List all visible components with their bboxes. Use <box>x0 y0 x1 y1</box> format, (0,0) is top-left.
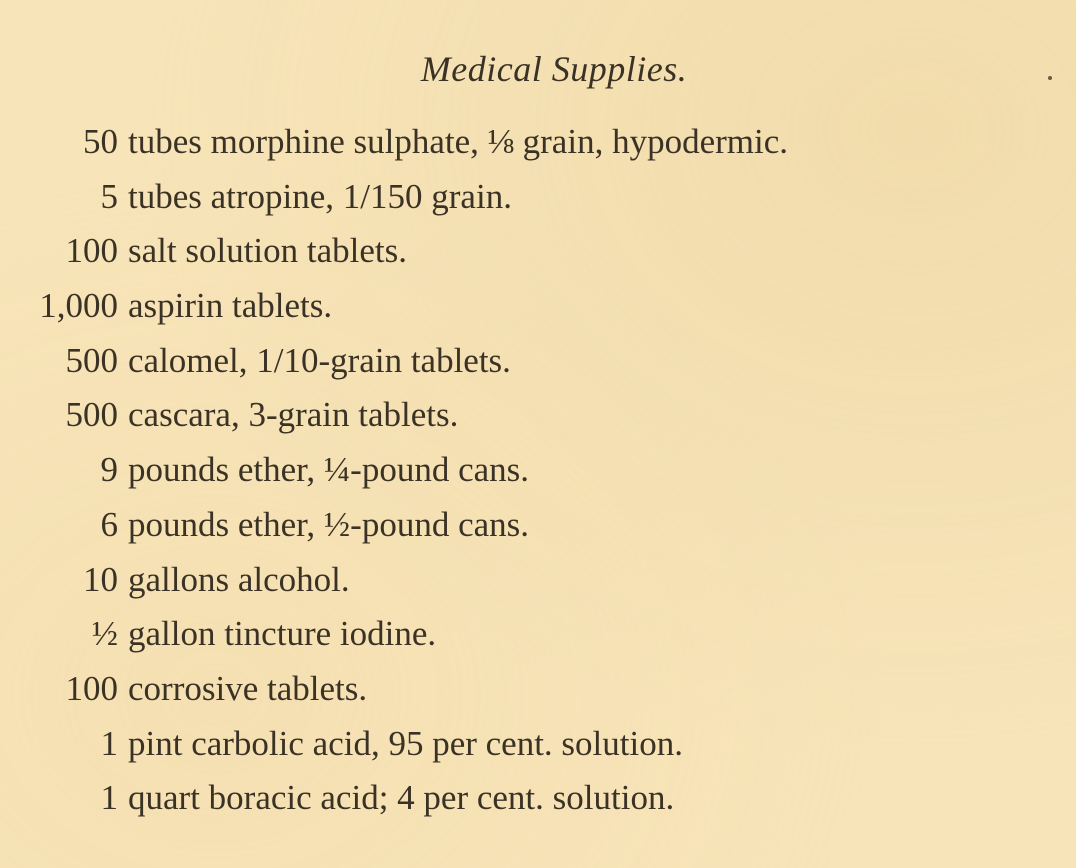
list-item <box>0 389 1076 444</box>
item-quantity: 5 <box>100 176 118 216</box>
list-item <box>0 718 1076 773</box>
item-description: calomel, 1/10-grain tablets. <box>128 340 511 380</box>
item-quantity: ½ <box>91 614 118 654</box>
list-item <box>0 444 1076 499</box>
item-quantity: 500 <box>65 395 118 435</box>
item-quantity: 1 <box>100 778 118 818</box>
print-speck <box>1048 76 1052 80</box>
item-description: corrosive tablets. <box>128 668 368 708</box>
item-description: tubes morphine sulphate, ⅛ grain, hypodermic. <box>128 122 788 161</box>
item-description: pounds ether, ¼-pound cans. <box>128 450 530 490</box>
list-item <box>0 116 1076 171</box>
item-quantity: 500 <box>65 340 118 380</box>
list-item <box>0 554 1076 609</box>
item-quantity: 100 <box>65 668 118 708</box>
item-quantity: 9 <box>100 450 118 490</box>
list-item <box>0 171 1076 226</box>
item-description: pint carbolic acid, 95 per cent. solution. <box>128 723 683 763</box>
page-title: Medical Supplies. <box>420 49 688 89</box>
list-item <box>0 335 1076 390</box>
list-item <box>0 608 1076 663</box>
item-description: tubes atropine, 1/150 grain. <box>128 176 512 216</box>
list-item <box>0 772 1076 827</box>
item-quantity: 1,000 <box>39 286 118 326</box>
item-description: gallons alcohol. <box>128 559 350 599</box>
item-quantity: 100 <box>65 231 118 271</box>
item-quantity: 6 <box>100 504 118 544</box>
list-item <box>0 280 1076 335</box>
item-description: quart boracic acid; 4 per cent. solution. <box>128 778 675 818</box>
item-description: gallon tincture iodine. <box>128 614 437 654</box>
item-quantity: 1 <box>100 723 118 763</box>
list-item <box>0 663 1076 718</box>
item-quantity: 50 <box>83 122 118 161</box>
item-quantity: 10 <box>83 559 118 599</box>
supply-list <box>0 116 1076 827</box>
item-description: salt solution tablets. <box>128 231 408 271</box>
list-item <box>0 225 1076 280</box>
item-description: cascara, 3-grain tablets. <box>128 395 459 435</box>
list-item <box>0 499 1076 554</box>
item-description: aspirin tablets. <box>128 286 333 326</box>
item-description: pounds ether, ½-pound cans. <box>128 504 530 544</box>
